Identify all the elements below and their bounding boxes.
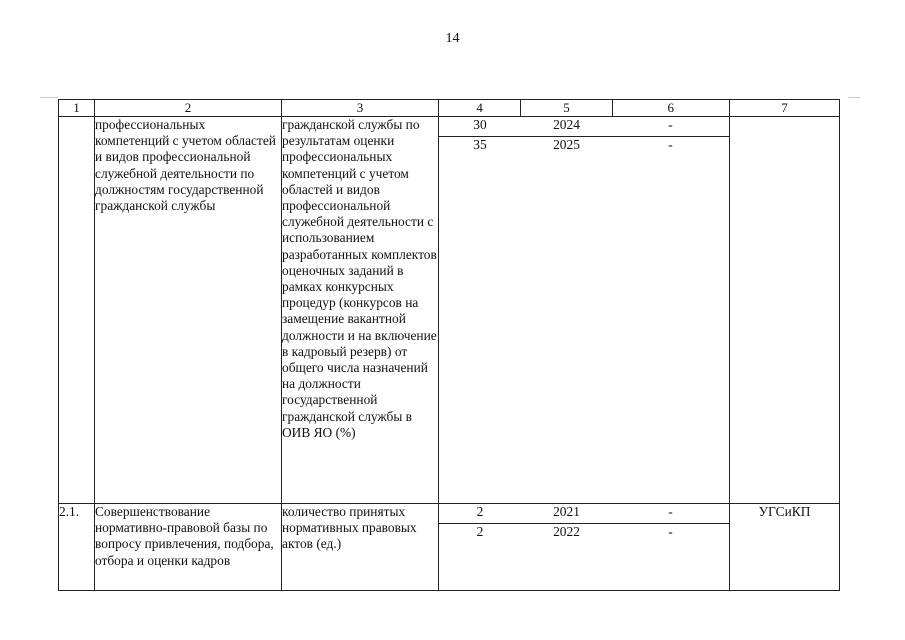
- header-cell: 5: [521, 100, 612, 117]
- activity-name: Совершенствование нормативно-правовой базы по вопросу привлечения, подбора, отбора и оценки кадров: [95, 504, 282, 591]
- header-cell: 7: [730, 100, 840, 117]
- table-row: [59, 504, 840, 591]
- responsible: [730, 117, 840, 504]
- header-cell: 2: [95, 100, 282, 117]
- header-cell: 3: [282, 100, 439, 117]
- target-row: [439, 504, 729, 524]
- target-note: -: [668, 504, 673, 519]
- target-values: [439, 504, 730, 591]
- target-note: -: [668, 117, 673, 132]
- target-row: [439, 524, 729, 543]
- page-number: 14: [445, 31, 460, 46]
- indicator-text: количество принятых нормативных правовых актов (ед.): [282, 504, 439, 591]
- activity-name: профессиональных компетенций с учетом областей и видов профессиональной служебной деятельности по должностям государственной гражданской службы: [95, 117, 282, 504]
- header-cell: 6: [612, 100, 729, 117]
- target-value: 30: [473, 117, 487, 132]
- target-year: 2021: [553, 504, 580, 519]
- target-row: [439, 117, 729, 137]
- header-cell: 4: [439, 100, 521, 117]
- target-value: 2: [476, 504, 484, 519]
- target-year: 2022: [553, 524, 580, 539]
- indicator-text: гражданской службы по результатам оценки профессиональных компетенций с учетом областей и видов профессиональной служебной деятельности с использованием разработанных комплектов оценочных заданий в рамках конкурсных процедур (конкурсов на замещение вакантной должности и на включение в кадровый резерв) от общего числа назначений на должности государственной гражданской службы в ОИВ ЯО (%): [282, 117, 439, 504]
- responsible: УГСиКП: [730, 504, 840, 591]
- target-year: 2024: [553, 117, 580, 132]
- row-number: [59, 117, 95, 504]
- scan-edge-line: [40, 97, 58, 98]
- target-row: [439, 137, 729, 156]
- plan-table: [58, 99, 840, 591]
- header-cell: 1: [59, 100, 95, 117]
- target-value: 35: [473, 137, 487, 152]
- target-values: [439, 117, 730, 504]
- target-note: -: [668, 137, 673, 152]
- target-note: -: [668, 524, 673, 539]
- scan-edge-line: [848, 97, 860, 98]
- row-number: 2.1.: [59, 504, 95, 591]
- target-year: 2025: [553, 137, 580, 152]
- header-row: [59, 100, 840, 117]
- table-row: [59, 117, 840, 504]
- target-value: 2: [476, 524, 484, 539]
